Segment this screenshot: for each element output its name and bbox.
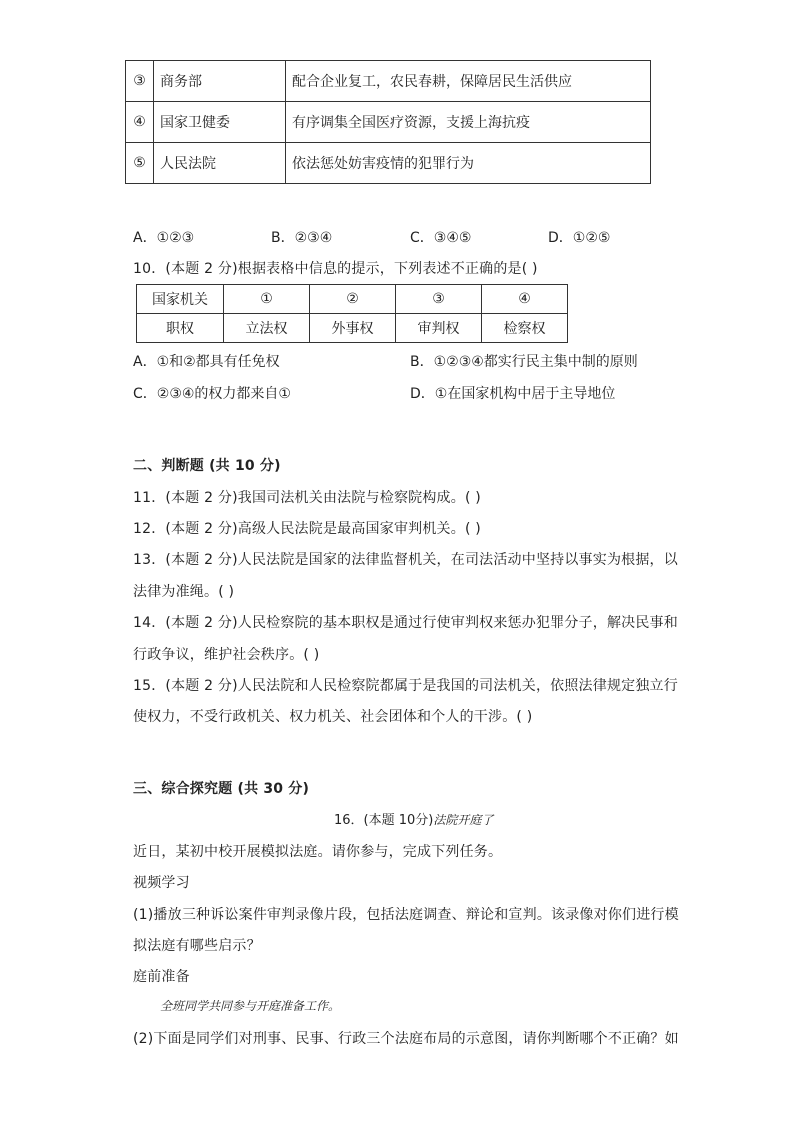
q9-option-c: C．③④⑤ [410,230,472,246]
question-line: 12．(本题 2 分)高级人民法院是最高国家审判机关。( ) [133,521,481,537]
section-title: 二、判断题 (共 10 分) [133,458,281,474]
agency-power-table [136,284,568,343]
q9-option-d: D．①②⑤ [548,230,611,246]
question-line: (2)下面是同学们对刑事、民事、行政三个法庭布局的示意图，请你判断哪个不正确？如 [133,1031,679,1047]
table-row [126,143,651,184]
question-line: 13．(本题 2 分)人民法院是国家的法律监督机关，在司法活动中坚持以事实为根据，以 [133,552,678,568]
table-cell: 职权 [137,314,224,343]
table-cell: ④ [482,285,568,314]
intro-text: 近日，某初中校开展模拟法庭。请你参与，完成下列任务。 [133,844,503,860]
row-number: ③ [126,61,154,102]
row-number: ⑤ [126,143,154,184]
q9-option-a: A．①②③ [133,230,195,246]
q10-option-b: B．①②③④都实行民主集中制的原则 [410,354,638,370]
question-line: 11．(本题 2 分)我国司法机关由法院与检察院构成。( ) [133,490,481,506]
table-row [126,61,651,102]
q16-title-handwritten: 法院开庭了 [433,813,494,827]
table-row [137,285,568,314]
table-cell: 立法权 [224,314,310,343]
table-cell: 审判权 [396,314,482,343]
agency-duty-table [125,60,651,184]
table-row [126,102,651,143]
question-line: 行政争议，维护社会秩序。( ) [133,647,320,663]
q10-option-c: C．②③④的权力都来自① [133,386,291,402]
agency-name: 国家卫健委 [154,102,286,143]
q10-stem: 10．(本题 2 分)根据表格中信息的提示，下列表述不正确的是( ) [133,261,538,277]
q10-option-d: D．①在国家机构中居于主导地位 [410,386,616,402]
table-cell: 外事权 [310,314,396,343]
q9-option-b: B．②③④ [271,230,333,246]
subheading: 视频学习 [133,875,190,891]
agency-duty: 有序调集全国医疗资源，支援上海抗疫 [286,102,651,143]
question-line: 14．(本题 2 分)人民检察院的基本职权是通过行使审判权来惩办犯罪分子，解决民事和 [133,615,678,631]
subheading: 庭前准备 [133,969,190,985]
table-cell: ① [224,285,310,314]
question-line: 法律为准绳。( ) [133,584,235,600]
table-cell: 检察权 [482,314,568,343]
q10-option-a: A．①和②都具有任免权 [133,354,280,370]
table-cell: ③ [396,285,482,314]
q16-title [334,809,493,828]
question-line: 使权力，不受行政机关、权力机关、社会团体和个人的干涉。( ) [133,709,533,725]
table-cell: ② [310,285,396,314]
q16-title-prefix: 16．(本题 10分) [334,813,434,828]
section-title: 三、综合探究题 (共 30 分) [133,781,310,797]
agency-duty: 依法惩处妨害疫情的犯罪行为 [286,143,651,184]
question-line: 拟法庭有哪些启示？ [133,938,261,954]
agency-name: 人民法院 [154,143,286,184]
row-number: ④ [126,102,154,143]
agency-name: 商务部 [154,61,286,102]
table-cell: 国家机关 [137,285,224,314]
agency-duty: 配合企业复工，农民春耕，保障居民生活供应 [286,61,651,102]
question-line: (1)播放三种诉讼案件审判录像片段，包括法庭调查、辩论和宣判。该录像对你们进行模 [133,907,679,923]
question-line: 15．(本题 2 分)人民法院和人民检察院都属于是我国的司法机关，依照法律规定独立行 [133,678,678,694]
handwritten-note: 全班同学共同参与开庭准备工作。 [160,999,341,1013]
table-row [137,314,568,343]
